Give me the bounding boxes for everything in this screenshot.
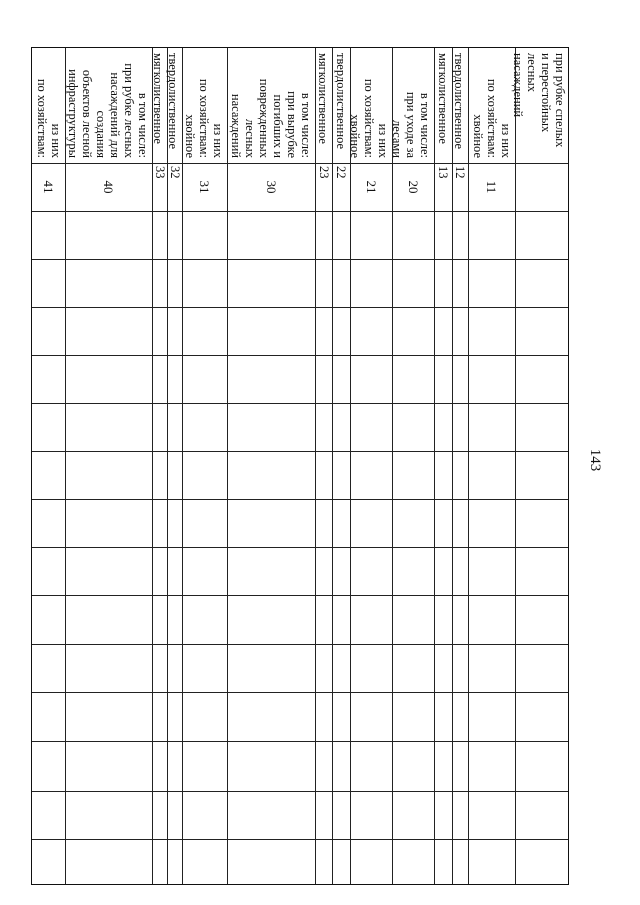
column-header: мягколиственное — [316, 53, 330, 144]
column-number: 21 — [364, 180, 379, 194]
column-header: в том числе: при вырубке погибших и поврежденных лесных насаждений — [229, 78, 313, 158]
row-divider — [32, 692, 568, 693]
column-header: мягколиственное — [436, 53, 450, 144]
column-number: 20 — [406, 180, 421, 194]
column-number: 11 — [484, 180, 499, 194]
column-number: 22 — [334, 166, 348, 179]
column-header: из них по хозяйствам: — [35, 78, 63, 158]
column-number: 41 — [41, 180, 56, 194]
column-header: в том числе: при рубке лесных насаждений для создания объектов лесной инфраструктуры — [66, 63, 150, 158]
column-number: 31 — [197, 180, 212, 194]
column-number: 33 — [153, 166, 167, 179]
column-header: твердолиственное — [452, 53, 466, 150]
row-divider — [32, 839, 568, 840]
column-number: 12 — [453, 166, 467, 179]
row-divider — [32, 644, 568, 645]
column-number: 32 — [168, 166, 182, 179]
data-table — [31, 47, 569, 885]
row-divider — [32, 791, 568, 792]
row-divider — [32, 499, 568, 500]
row-divider — [32, 451, 568, 452]
column-header: при рубке спелых и перестойных лесных насаждений — [511, 53, 567, 148]
column-header: в том числе: при уходе за лесами — [390, 91, 432, 158]
column-number: 13 — [436, 166, 450, 179]
row-divider — [32, 547, 568, 548]
row-divider — [32, 741, 568, 742]
column-number: 30 — [264, 180, 279, 194]
column-header: из них по хозяйствам: хвойное — [348, 78, 390, 158]
column-header: твердолиственное — [334, 53, 348, 150]
column-header: из них по хозяйствам: хвойное — [471, 78, 513, 158]
column-header: твердолиственное — [166, 53, 180, 150]
column-header: мягколиственное — [151, 53, 165, 144]
page-number: 143 — [587, 448, 603, 472]
row-divider — [32, 595, 568, 596]
row-divider — [32, 403, 568, 404]
row-divider — [32, 259, 568, 260]
row-divider — [32, 211, 568, 212]
row-divider — [32, 355, 568, 356]
column-number — [515, 163, 569, 211]
column-header: из них по хозяйствам: хвойное — [183, 78, 225, 158]
row-divider — [32, 307, 568, 308]
column-number: 23 — [317, 166, 331, 179]
column-number: 40 — [101, 180, 116, 194]
